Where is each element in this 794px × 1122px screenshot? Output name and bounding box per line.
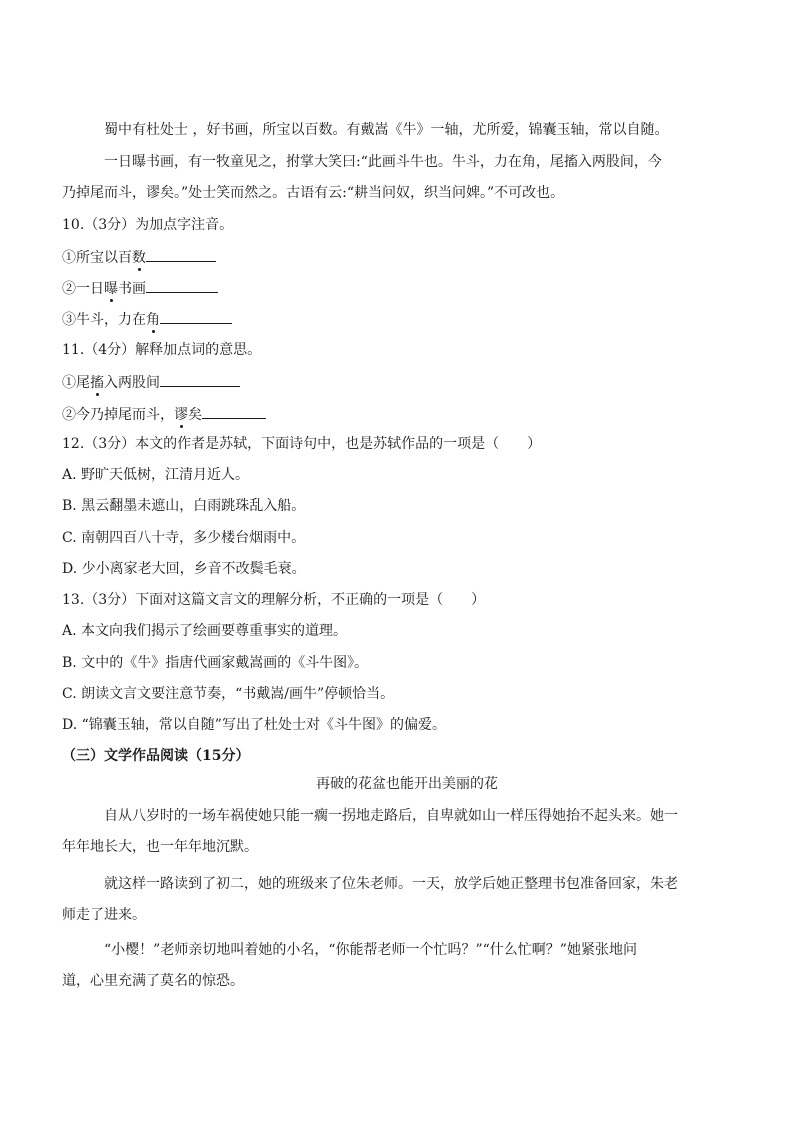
- question-11-stem: 11.（4分）解释加点词的意思。: [62, 342, 262, 358]
- item-text: 入两股间: [104, 375, 160, 391]
- answer-blank[interactable]: [160, 371, 240, 387]
- passage-paragraph-2-line-2: 乃掉尾而斗，谬矣。”处士笑而然之。古语有云:“耕当问奴，织当问婢。”不可改也。: [62, 185, 565, 201]
- answer-blank[interactable]: [202, 403, 266, 419]
- article-paragraph-3-line-1: “小樱！”老师亲切地叫着她的小名，“你能帮老师一个忙吗？”“什么忙啊？”她紧张地问: [104, 942, 637, 958]
- passage-paragraph-2-line-1: 一日曝书画，有一牧童见之，拊掌大笑曰:“此画斗牛也。牛斗，力在角，尾搐入两股间，今: [104, 154, 662, 170]
- article-paragraph-2-line-2: 师走了进来。: [62, 907, 146, 923]
- answer-blank[interactable]: [146, 246, 216, 262]
- answer-blank[interactable]: [146, 277, 218, 293]
- section-3-heading: （三）文学作品阅读（15分）: [62, 748, 250, 764]
- article-paragraph-1-line-2: 年年地长大，也一年年地沉默。: [62, 839, 258, 855]
- question-12-option-d[interactable]: D. 少小离家老大回，乡音不改鬓毛衰。: [62, 561, 306, 577]
- item-text: ①所宝以百: [62, 250, 132, 266]
- question-13-option-c[interactable]: C. 朗读文言文要注意节奏，“书戴嵩/画牛”停顿恰当。: [62, 686, 395, 702]
- dotted-char: 角: [146, 312, 160, 328]
- question-10-stem: 10.（3分）为加点字注音。: [62, 217, 234, 233]
- question-10-item-2: [62, 277, 752, 299]
- question-13-option-a[interactable]: A. 本文向我们揭示了绘画要尊重事实的道理。: [62, 623, 348, 639]
- article-paragraph-2-line-1: 就这样一路读到了初二，她的班级来了位朱老师。一天，放学后她正整理书包准备回家，朱老: [104, 876, 678, 892]
- question-13-option-b[interactable]: B. 文中的《牛》指唐代画家戴嵩画的《斗牛图》。: [62, 655, 369, 671]
- article-title: 再破的花盆也能开出美丽的花: [316, 776, 498, 792]
- question-12-option-a[interactable]: A. 野旷天低树，江清月近人。: [62, 467, 250, 483]
- item-text: ②一日: [62, 281, 104, 297]
- item-text: ③牛斗，力在: [62, 312, 146, 328]
- item-text: 书画: [118, 281, 146, 297]
- question-12-option-b[interactable]: B. 黑云翻墨未遮山，白雨跳珠乱入船。: [62, 498, 306, 514]
- article-paragraph-3-line-2: 道，心里充满了莫名的惊恐。: [62, 973, 244, 989]
- question-11-item-1: [62, 371, 752, 393]
- item-text: ①尾: [62, 375, 90, 391]
- question-10-item-1: [62, 246, 752, 268]
- answer-blank[interactable]: [160, 308, 232, 324]
- question-10-item-3: [62, 308, 752, 330]
- dotted-char: 谬: [174, 407, 188, 423]
- question-11-item-2: [62, 403, 752, 425]
- article-paragraph-1-line-1: 自从八岁时的一场车祸使她只能一瘸一拐地走路后，自卑就如山一样压得她抬不起头来。她一: [104, 808, 678, 824]
- question-13-option-d[interactable]: D. “锦囊玉轴，常以自随”写出了杜处士对《斗牛图》的偏爱。: [62, 717, 446, 733]
- dotted-char: 曝: [104, 281, 118, 297]
- item-text: 矣: [188, 407, 202, 423]
- question-12-option-c[interactable]: C. 南朝四百八十寺，多少楼台烟雨中。: [62, 530, 306, 546]
- dotted-char: 搐: [90, 375, 104, 391]
- question-12-stem: 12.（3分）本文的作者是苏轼，下面诗句中，也是苏轼作品的一项是（ ）: [62, 436, 542, 452]
- item-text: ②今乃掉尾而斗，: [62, 407, 174, 423]
- passage-paragraph-1: 蜀中有杜处士 ，好书画，所宝以百数。有戴嵩《牛》一轴，尤所爱，锦囊玉轴，常以自随。: [104, 122, 669, 138]
- dotted-char: 数: [132, 250, 146, 266]
- question-13-stem: 13.（3分）下面对这篇文言文的理解分析，不正确的一项是（ ）: [62, 592, 486, 608]
